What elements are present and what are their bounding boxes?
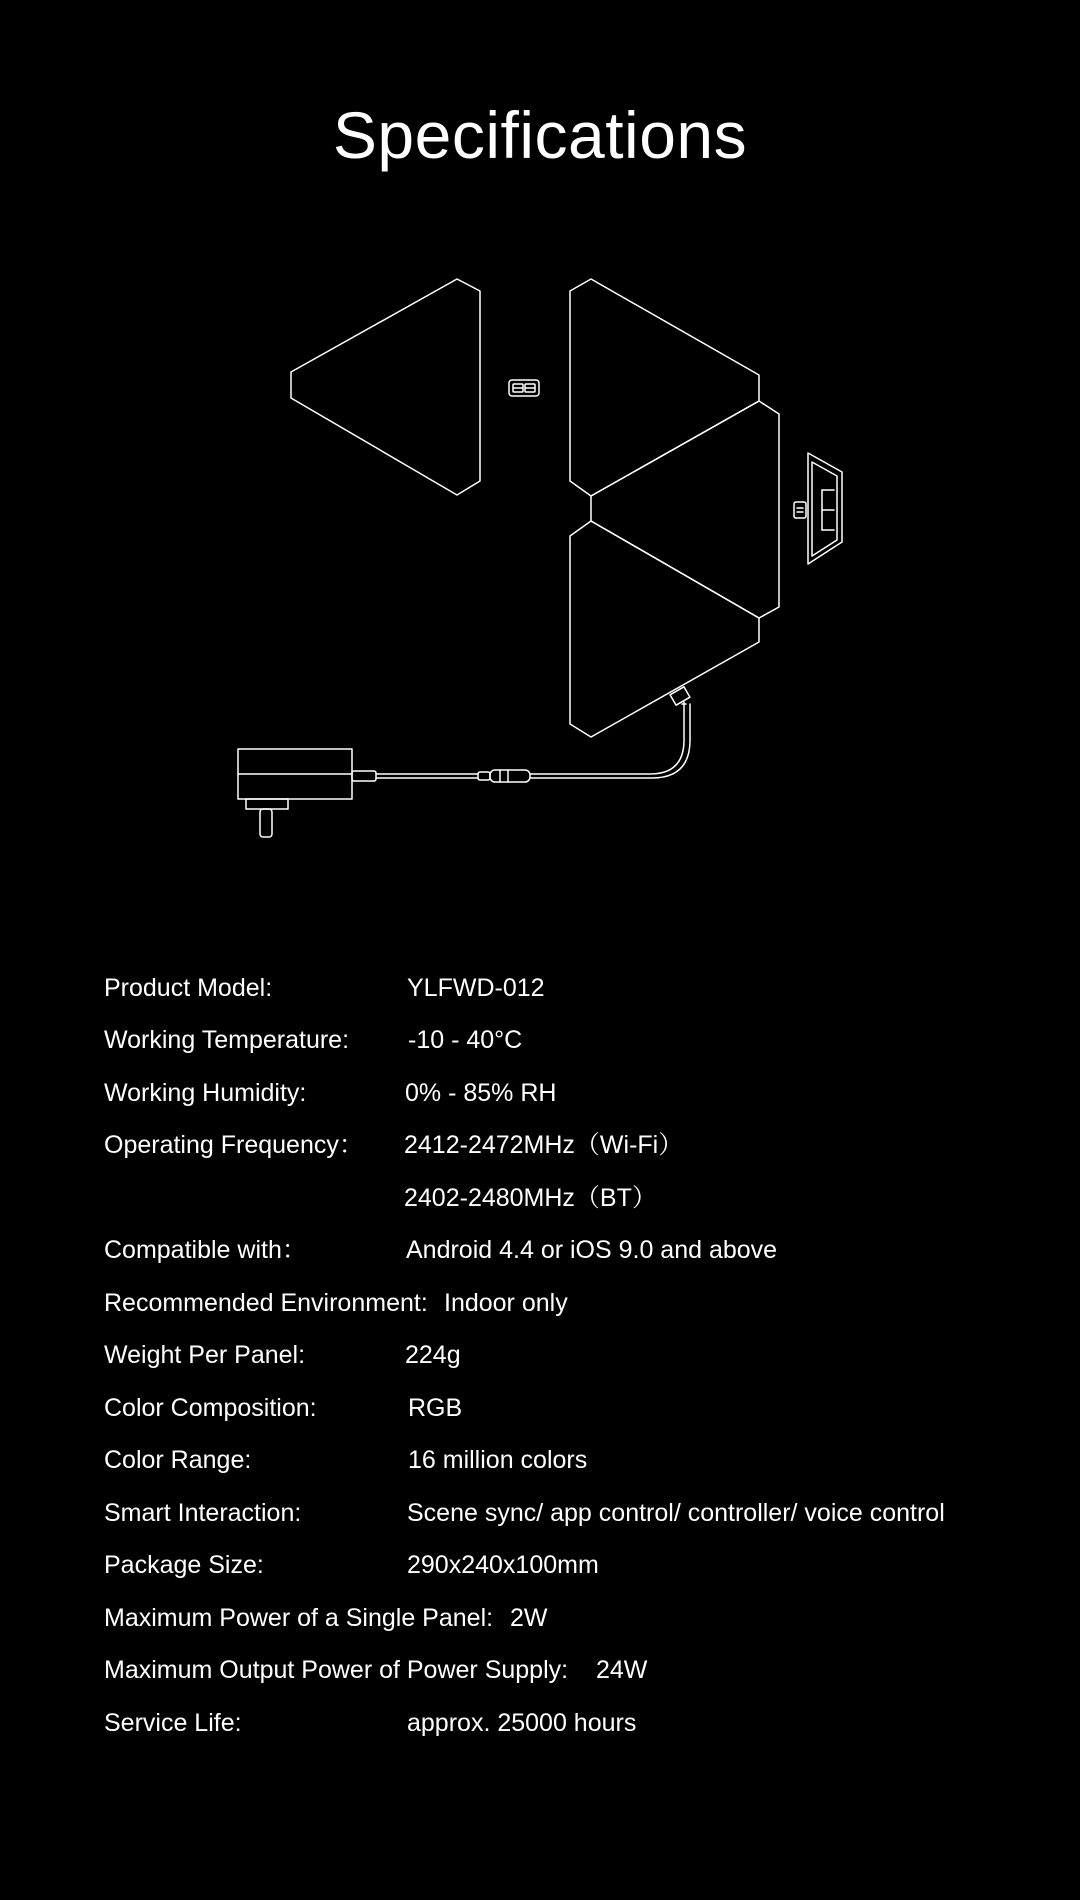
spec-value: 16 million colors (408, 1446, 588, 1474)
spec-label: Color Composition: (104, 1394, 317, 1422)
spec-label: Weight Per Panel: (104, 1341, 306, 1369)
spec-label: Package Size: (104, 1551, 264, 1579)
spec-label: Color Range: (104, 1446, 252, 1474)
spec-label: Recommended Environment: (104, 1289, 428, 1317)
spec-label: Maximum Power of a Single Panel: (104, 1604, 494, 1632)
spec-label: Compatible with： (104, 1236, 307, 1264)
spec-label: Service Life: (104, 1709, 242, 1737)
spec-value: Scene sync/ app control/ controller/ voice control (407, 1499, 945, 1527)
spec-value: 0% - 85% RH (405, 1079, 557, 1107)
spec-value: YLFWD-012 (407, 974, 545, 1002)
spec-value: 2402-2480MHz（BT） (404, 1184, 657, 1212)
spec-value: 24W (596, 1656, 648, 1684)
spec-label: Maximum Output Power of Power Supply: (104, 1656, 569, 1684)
spec-value: 2412-2472MHz（Wi-Fi） (404, 1131, 684, 1159)
spec-value: 2W (510, 1604, 548, 1632)
spec-label: Product Model: (104, 974, 273, 1002)
spec-value: RGB (408, 1394, 463, 1422)
spec-value: -10 - 40°C (408, 1026, 523, 1054)
spec-value: 224g (405, 1341, 461, 1369)
page-title: Specifications (332, 98, 748, 172)
spec-label: Smart Interaction: (104, 1499, 302, 1527)
spec-label: Working Temperature: (104, 1026, 350, 1054)
spec-value: Android 4.4 or iOS 9.0 and above (406, 1236, 778, 1264)
spec-value: 290x240x100mm (407, 1551, 599, 1579)
spec-label: Working Humidity: (104, 1079, 307, 1107)
spec-value: approx. 25000 hours (407, 1709, 637, 1737)
spec-value: Indoor only (444, 1289, 568, 1317)
spec-label: Operating Frequency： (104, 1131, 364, 1159)
